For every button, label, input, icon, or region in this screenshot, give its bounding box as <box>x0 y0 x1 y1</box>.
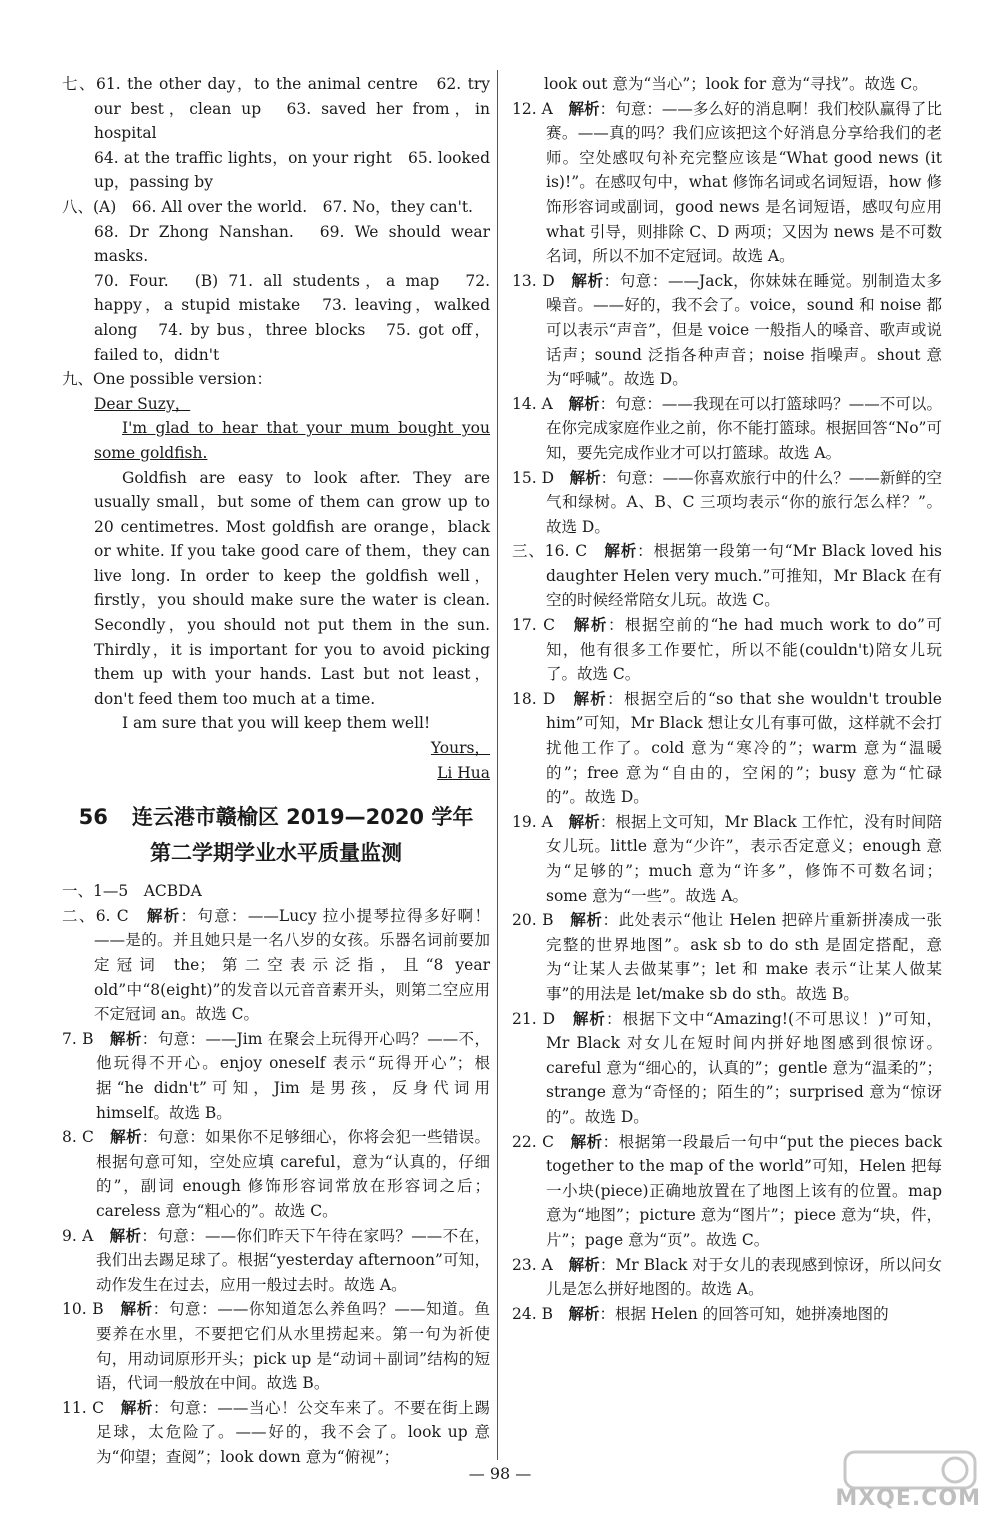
letter-sign-name: Li Hua <box>437 763 490 782</box>
analysis-label: 解析 <box>568 1304 600 1323</box>
analysis-text: ：句意：——Jim 在聚会上玩得开心吗？——不，他玩得不开心。enjoy oneself 表示“玩得开心”；根据“he didn't”可知，Jim 是男孩，反身代词用 himself。故选 B。 <box>96 1029 490 1122</box>
analysis-text: ：根据第一段第一句“Mr Black loved his daughter Helen very much.”可推知，Mr Black 在有空的时候经常陪女儿玩。故选 C。 <box>546 542 942 610</box>
right-column <box>512 72 942 1326</box>
analysis-text: ：此处表示“他让 Helen 把碎片重新拼凑成一张完整的世界地图”。ask sb to do sth 是固定搭配，意为“让某人去做某事”；let 和 make 表示“让某人做某事”的用法是 let/make sb do sth。故选 B。 <box>546 911 942 1003</box>
exam-number: 56 <box>78 805 108 830</box>
analysis-label: 解析 <box>568 394 600 413</box>
analysis-text: ：根据上文可知，Mr Black 工作忙，没有时间陪女儿玩。little 意为“少许”，表示否定意义；enough 意为“足够的”；much 意为“许多”，修饰不可数名词；some 意为“一些”。故选 A。 <box>546 812 942 905</box>
answer-key: 10. B <box>62 1300 121 1319</box>
analysis-label: 解析 <box>573 689 608 708</box>
answer-item-22 <box>512 1130 942 1253</box>
letter-sign-yours: Yours， <box>430 739 490 758</box>
answer-key: 7. B <box>62 1029 110 1048</box>
answer-item-11-cont: look out 意为“当心”；look for 意为“寻找”。故选 C。 <box>544 75 928 93</box>
answer-section-1: 一、1—5 ACBDA <box>62 882 202 901</box>
answer-item-21 <box>512 1007 942 1130</box>
answer-item-15 <box>512 466 942 540</box>
watermark-text: MXQE.COM <box>835 1486 981 1512</box>
answer-item-11 <box>62 1396 490 1470</box>
answer-key: 9. A <box>62 1226 110 1245</box>
answer-section-7: 七、61. the other day，to the animal centre 62. try our best，clean up 63. saved her from，in hospital <box>62 75 490 143</box>
answer-item-9 <box>62 1224 490 1298</box>
answer-item-6 <box>62 904 490 1027</box>
answer-key: 24. B <box>512 1304 569 1323</box>
letter-body: Goldfish are easy to look after. They are usually small，but some of them can grow up to 20 centimetres. Most goldfish are orange，black or white. If you take good care of them，they can live long. In order to keep the goldfish well，firstly，you should make sure the water is clean. Secondly，you should not put them in the sun. Thirdly，it is important for you to avoid picking them up with your hands. Last but not least，don't feed them too much at a time. <box>94 468 490 708</box>
analysis-text: ：句意：——Lucy 拉小提琴拉得多好啊！——是的。并且她只是一名八岁的女孩。乐器名词前要加定冠词 the；第二空表示泛指，且“8 year old”中“8(eight)”的发音以元音音素开头，则第二空应用不定冠词 an。故选 C。 <box>94 906 490 1024</box>
answer-key: 11. C <box>62 1398 121 1417</box>
answer-item-24 <box>512 1302 942 1327</box>
letter-sign-off <box>62 736 490 761</box>
answer-item-14 <box>512 392 942 466</box>
analysis-text: ：根据空前的“he had much work to do”可知，他有很多工作要忙，所以不能(couldn't)陪女儿玩了。故选 C。 <box>546 616 942 684</box>
analysis-text: ：根据第一段最后一句中“put the pieces back together to the map of the world”可知，Helen 把每一小块(piece)正确地放置在了地图上该有的位置。map 意为“地图”；picture 意为“图片”；piece 意为“块，件，片”；page 意为“页”。故选 C。 <box>546 1132 942 1249</box>
answer-key: 18. D <box>512 689 574 708</box>
column-divider <box>497 70 498 1460</box>
analysis-label: 解析 <box>572 1009 607 1028</box>
answer-section-7-cont: 64. at the traffic lights，on your right 65. looked up，passing by <box>94 148 490 192</box>
answer-section-8-line3: 70. Four. (B) 71. all students，a map 72. happy，a stupid mistake 73. leaving，walked along 74. by bus，three blocks 75. got off，failed to，didn't <box>94 271 490 364</box>
left-column <box>62 72 490 1469</box>
answer-item-13 <box>512 269 942 392</box>
watermark-logo <box>805 1448 985 1518</box>
analysis-text: ：根据下文中“Amazing!(不可思议！)”可知，Mr Black 对女儿在短时间内拼好地图感到很惊讶。careful 意为“细心的，认真的”；gentle 意为“温柔的”；strange 意为“奇怪的；陌生的”；surprised 意为“惊讶的”。故选 D。 <box>546 1009 942 1126</box>
analysis-label: 解析 <box>569 468 601 487</box>
exam-title-text-1: 连云港市赣榆区 2019—2020 学年 <box>131 805 474 830</box>
analysis-label: 解析 <box>604 542 638 561</box>
answer-key: 15. D <box>512 468 570 487</box>
answer-item-8 <box>62 1125 490 1223</box>
exam-title-line2: 第二学期学业水平质量监测 <box>150 841 402 866</box>
answer-key: 14. A <box>512 394 569 413</box>
answer-item-7 <box>62 1027 490 1125</box>
analysis-text: ：Mr Black 对于女儿的表现感到惊讶，所以问女儿是怎么拼好地图的。故选 A。 <box>546 1255 942 1299</box>
analysis-label: 解析 <box>568 812 600 831</box>
analysis-label: 解析 <box>146 906 181 925</box>
analysis-label: 解析 <box>120 1300 153 1319</box>
analysis-text: ：根据空后的“so that she wouldn't trouble him”可知，Mr Black 想让女儿有事可做，这样就不会打扰他工作了。cold 意为“寒冷的”；warm 意为“温暖的”；free 意为“自由的，空闲的”；busy 意为“忙碌的”。故选 D。 <box>546 689 942 807</box>
answer-item-16 <box>512 539 942 613</box>
analysis-text: ：句意：——Jack，你妹妹在睡觉。别制造太多噪音。——好的，我不会了。voice，sound 和 noise 都可以表示“声音”，但是 voice 一般指人的嗓音、歌声或说话声；sound 泛指各种声音；noise 指噪声。shout 意为“呼喊”。故选 D。 <box>546 271 942 389</box>
answer-key: 19. A <box>512 812 569 831</box>
answer-item-20 <box>512 908 942 1006</box>
answer-key: 12. A <box>512 99 569 118</box>
analysis-text: ：根据 Helen 的回答可知，她拼凑地图的 <box>599 1304 889 1323</box>
letter-intro-text: I'm glad to hear that your mum bought you some goldfish. <box>94 419 490 462</box>
answer-key: 8. C <box>62 1128 111 1147</box>
answer-key: 20. B <box>512 911 571 930</box>
analysis-text: ：句意：——我现在可以打篮球吗？——不可以。在你完成家庭作业之前，你不能打篮球。根据回答“No”可知，要先完成作业才可以打篮球。故选 A。 <box>546 394 942 462</box>
page-number: — 98 — <box>468 1464 532 1483</box>
letter-closing-line: I am sure that you will keep them well! <box>122 714 431 733</box>
answer-item-17 <box>512 613 942 687</box>
analysis-text: ：句意：——你知道怎么养鱼吗？——知道。鱼要养在水里，不要把它们从水里捞起来。第一句为祈使句，用动词原形开头；pick up 是“动词＋副词”结构的短语，代词一般放在中间。故选 B。 <box>96 1300 490 1393</box>
analysis-label: 解析 <box>570 911 603 930</box>
analysis-label: 解析 <box>573 616 608 635</box>
analysis-text: ：句意：——多么好的消息啊！我们校队赢得了比赛。——真的吗？我们应该把这个好消息分享给我们的老师。空处感叹句补充完整应该是“What good news (it is)!”。在感叹句中，what 修饰名词或名词短语，how 修饰形容词或副词，good news 是名词短语，感叹句应用 what 引导，则排除 C、D 两项；又因为 news 是不可数名词，所以不加不定冠词。故选 A。 <box>546 99 942 266</box>
analysis-text: ：句意：——你们昨天下午待在家吗？——不在，我们出去踢足球了。根据“yesterday afternoon”可知，动作发生在过去，应用一般过去时。故选 A。 <box>96 1226 490 1294</box>
answer-section-8-line2: 68. Dr Zhong Nanshan. 69. We should wear masks. <box>94 222 490 266</box>
analysis-label: 解析 <box>120 1398 153 1417</box>
analysis-text: ：句意：如果你不足够细心，你将会犯一些错误。根据句意可知，空处应填 careful，意为“认真的，仔细的”，副词 enough 修饰形容词常放在形容词之后；careless 意为“粗心的”。故选 C。 <box>96 1128 490 1220</box>
analysis-label: 解析 <box>571 271 604 290</box>
letter-greeting <box>62 392 490 417</box>
analysis-text: ：句意：——你喜欢旅行中的什么？——新鲜的空气和绿树。A、B、C 三项均表示“你的旅行怎么样？”。故选 D。 <box>546 468 942 536</box>
analysis-text: ：句意：——当心！公交车来了。不要在街上踢足球，太危险了。——好的，我不会了。look up 意为“仰望；查阅”；look down 意为“俯视”； <box>96 1398 490 1466</box>
answer-key: 13. D <box>512 271 572 290</box>
answer-item-12 <box>512 97 942 269</box>
analysis-label: 解析 <box>570 1132 603 1151</box>
answer-item-10 <box>62 1297 490 1395</box>
answer-key: 三、16. C <box>512 542 605 561</box>
letter-greeting-text: Dear Suzy， <box>94 394 191 413</box>
analysis-label: 解析 <box>110 1128 142 1147</box>
exam-section-title <box>62 799 490 871</box>
answer-key: 22. C <box>512 1132 571 1151</box>
answer-item-23 <box>512 1253 942 1302</box>
letter-signature <box>62 761 490 786</box>
analysis-label: 解析 <box>568 1255 600 1274</box>
analysis-label: 解析 <box>109 1029 142 1048</box>
answer-key: 23. A <box>512 1255 569 1274</box>
answer-key: 二、6. C <box>62 906 147 925</box>
letter-intro <box>62 416 490 465</box>
answer-key: 17. C <box>512 616 574 635</box>
answer-section-9-label: 九、One possible version： <box>62 370 272 389</box>
exam-title-line1 <box>62 799 490 835</box>
answer-section-8: 八、(A) 66. All over the world. 67. No，they can't. <box>62 197 473 216</box>
answer-item-19 <box>512 810 942 908</box>
analysis-label: 解析 <box>568 99 600 118</box>
answer-item-18 <box>512 687 942 810</box>
answer-key: 21. D <box>512 1009 573 1028</box>
analysis-label: 解析 <box>109 1226 142 1245</box>
